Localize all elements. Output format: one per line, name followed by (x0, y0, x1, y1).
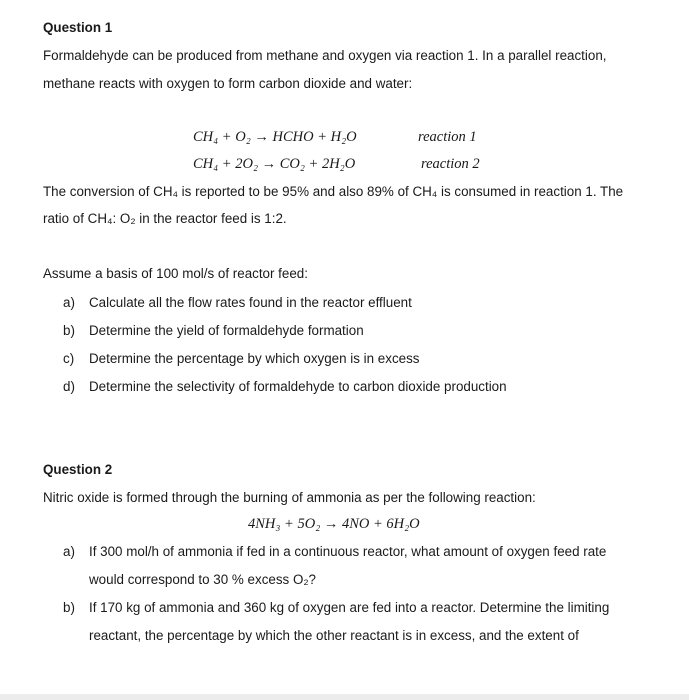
q1-conversion-line-2: ratio of CH₄: O₂ in the reactor feed is 1:2. (43, 211, 287, 226)
q2-item-a-line-2: would correspond to 30 % excess O₂? (89, 572, 317, 587)
q2-item-b (63, 600, 609, 615)
q2-item-b-line-1: If 170 kg of ammonia and 360 kg of oxygen are fed into a reactor. Determine the limiting (89, 600, 610, 615)
q2-item-a-line-1: If 300 mol/h of ammonia if fed in a continuous reactor, what amount of oxygen feed rate (89, 544, 607, 559)
q1-conversion-line-1: The conversion of CH₄ is reported to be 95% and also 89% of CH₄ is consumed in reaction 1. The (43, 184, 624, 199)
q2-item-b-line-2: reactant, the percentage by which the other reactant is in excess, and the extent of (89, 628, 579, 643)
q1-item-d-label: d) (63, 379, 75, 394)
reaction-2-label: reaction 2 (421, 156, 480, 172)
question-2-heading: Question 2 (43, 462, 113, 477)
q1-item-c-label: c) (63, 351, 75, 366)
reaction-2-equation: CH₄ + 2O₂ → CO₂ + 2H₂O (193, 156, 356, 172)
q1-basis: Assume a basis of 100 mol/s of reactor feed: (43, 266, 308, 281)
q2-reaction-equation: 4NH₃ + 5O₂ → 4NO + 6H₂O (248, 516, 420, 532)
q1-intro-line-2: methane reacts with oxygen to form carbon dioxide and water: (43, 76, 413, 91)
q2-item-a-label: a) (63, 544, 75, 559)
q1-item-b (63, 323, 364, 338)
reaction-1-equation: CH₄ + O₂ → HCHO + H₂O (193, 129, 357, 145)
q1-item-b-label: b) (63, 323, 75, 338)
q1-item-b-text: Determine the yield of formaldehyde formation (89, 323, 364, 338)
q1-item-a (63, 295, 412, 310)
page-bottom-edge (0, 694, 689, 700)
q1-item-c-text: Determine the percentage by which oxygen is in excess (89, 351, 420, 366)
q1-item-d (63, 379, 507, 394)
q2-item-b-label: b) (63, 600, 75, 615)
q1-item-a-label: a) (63, 295, 75, 310)
q1-item-d-text: Determine the selectivity of formaldehyde to carbon dioxide production (89, 379, 507, 394)
q1-item-c (63, 351, 419, 366)
q2-item-a (63, 544, 606, 559)
q1-intro-line-1: Formaldehyde can be produced from methane and oxygen via reaction 1. In a parallel reaction, (43, 48, 607, 63)
q2-intro: Nitric oxide is formed through the burning of ammonia as per the following reaction: (43, 490, 536, 505)
reaction-1-label: reaction 1 (418, 129, 477, 145)
question-1-heading: Question 1 (43, 20, 113, 35)
q1-item-a-text: Calculate all the flow rates found in the reactor effluent (89, 295, 412, 310)
